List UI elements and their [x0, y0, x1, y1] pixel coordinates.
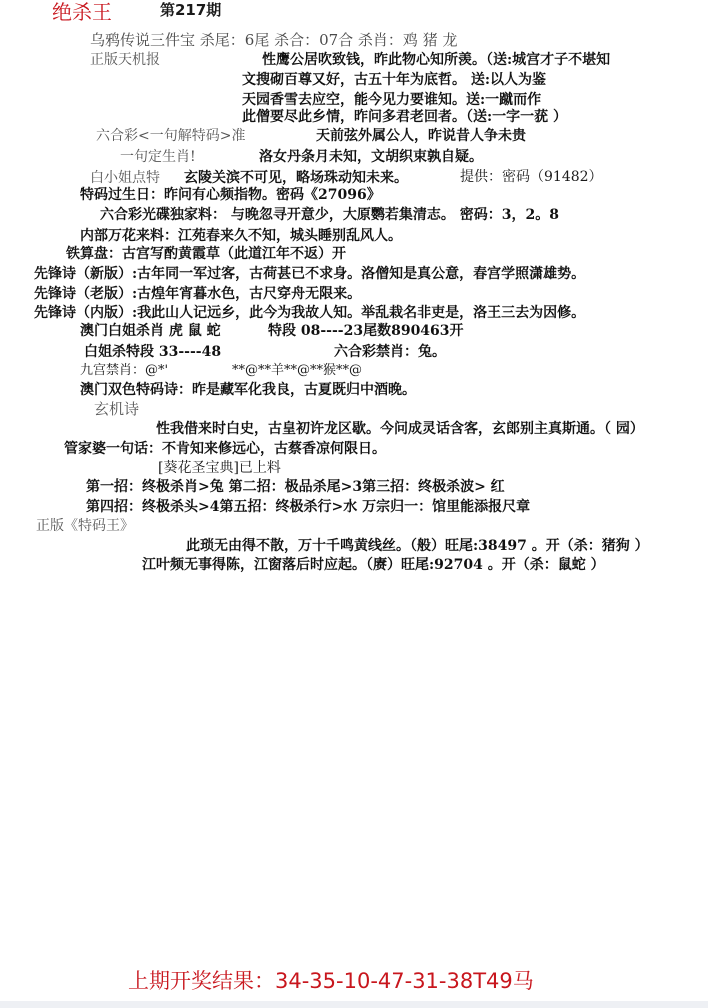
line-temawang-2: 江叶频无事得陈，江窗落后时应起。（赓）旺尾:92704 。开（杀：鼠蛇 ） [142, 557, 605, 573]
line-yijujie-text: 天前弦外属公人，昨说昔人争未贵 [316, 128, 526, 144]
line-temawang-1: 此琐无由得不散，万十千鸣黄线丝。（般）旺尾:38497 。开（杀：猪狗 ） [186, 538, 649, 554]
line-temawang-label: 正版《特码王》 [36, 518, 134, 534]
line-kuihua: [葵花圣宝典]已上料 [158, 460, 281, 476]
issue-number: 第217期 [160, 1, 222, 19]
line-baixiaojie-label: 白小姐点特 [90, 170, 160, 186]
line-macau-teduan: 特段 08----23尾数890463开 [268, 323, 464, 339]
line-jiugong-label: 九宫禁肖：@*' [80, 363, 169, 378]
line-tianjibao-text: 性鹰公居吹致钱，昨此物心知所羡。（送:城宫才子不堪知 [262, 52, 611, 68]
line-guangdie: 六合彩光碟独家料： 与晚忽寻开意少，大原鹦若集清志。 密码：3，2。8 [100, 207, 559, 223]
line-baixiaojie-code: 提供：密码（91482） [460, 169, 603, 185]
line-xianfeng-inner: 先锋诗（内版）:我此山人记远乡，此今为我故人知。举乱栽名非吏是，洛王三去为因修。 [34, 305, 586, 321]
line-tianjibao-label: 正版天机报 [90, 52, 160, 68]
line-xuanji-label: 玄机诗 [94, 400, 140, 418]
line-macau-shaxiao: 澳门白姐杀肖 虎 鼠 蛇 [80, 323, 221, 339]
line-wanhua: 内部万花来料：江苑春来久不知，城头睡别乱风人。 [80, 228, 402, 244]
line-shengxiao-label: 一句定生肖! [120, 149, 196, 165]
line-shuangse: 澳门双色特码诗：昨是藏军化我良，古夏既归中酒晚。 [80, 382, 416, 398]
line-zhao-2: 第四招：终极杀头>4第五招：终极杀行>水 万宗归一：馆里能添报尺章 [86, 499, 531, 515]
line-shengxiao-text: 洛女丹条月未知，文胡织束孰自疑。 [259, 149, 483, 165]
line-tema-birthday: 特码过生日：昨问有心频指物。密码《27096》 [80, 187, 381, 203]
line-xianfeng-new: 先锋诗（新版）:古年同一军过客，古荷甚已不求身。洛僧知是真公意，春宫学照潇雄势。 [34, 266, 586, 282]
bottom-divider [0, 1001, 708, 1008]
line-poem-2: 文搜砌百尊又好，古五十年为底哲。 送:以人为鉴 [242, 72, 547, 88]
line-wuya: 乌鸦传说三件宝 杀尾：6尾 杀合：07合 杀肖：鸡 猪 龙 [90, 31, 458, 49]
line-tiesuanpan: 铁算盘：古宫写酌黄霞草（此道江年不返）开 [66, 246, 346, 262]
line-zhao-1: 第一招：终极杀肖>兔 第二招：极品杀尾>3第三招：终极杀波> 红 [86, 479, 505, 495]
line-poem-4: 此僧要尽此乡情，昨问多君老回者。（送:一字一莸 ） [242, 109, 568, 125]
last-draw-result: 上期开奖结果：34-35-10-47-31-38T49马 [128, 969, 534, 993]
line-poem-3: 天园香雪去应空，能今见力要谁知。送:一蹴而作 [242, 92, 542, 108]
line-xianfeng-old: 先锋诗（老版）:古煌年宵暮水色，古尺穿舟无限来。 [34, 286, 362, 302]
line-guanjiapo: 管家婆一句话：不肯知来修远心，古蔡香凉何限日。 [64, 441, 386, 457]
line-yijujie-label: 六合彩<一句解特码>准 [96, 128, 246, 144]
line-jiugong-values: **@**羊**@**猴**@ [232, 363, 363, 378]
line-jinxiao: 六合彩禁肖：兔。 [334, 344, 446, 360]
line-xuanji-text: 性我借来时白史，古皇初许龙区歇。今问成灵话含客，玄郎别主真斯通。（ 园） [156, 421, 644, 437]
title: 绝杀王 [52, 0, 112, 24]
line-baixiaojie-text: 玄陵关滨不可见，略场珠动知未来。 [184, 170, 408, 186]
line-baijie-teduan: 白姐杀特段 33----48 [84, 344, 222, 360]
